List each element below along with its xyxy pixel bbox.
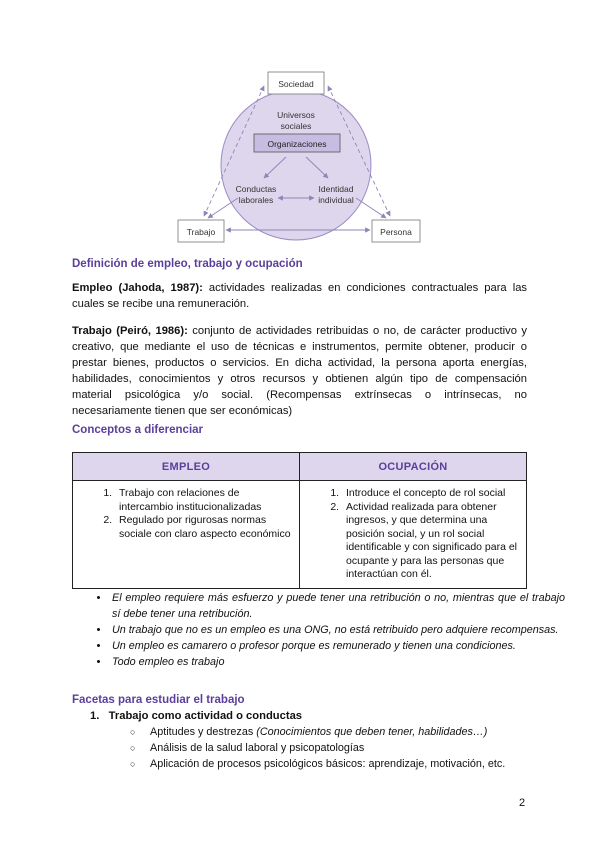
page-number: 2 xyxy=(519,797,526,809)
work-model-diagram xyxy=(160,60,450,250)
trabajo-term: Trabajo (Peiró, 1986): xyxy=(72,325,188,337)
facet-sub-list xyxy=(130,724,505,772)
note-item: • Todo empleo es trabajo xyxy=(110,654,565,670)
facet-item-1 xyxy=(90,710,302,722)
ocupacion-cell xyxy=(300,481,527,589)
note-item: • Un empleo es camarero o profesor porque es remunerado y tienen una condiciones. xyxy=(110,638,565,654)
arrow-identidad-persona xyxy=(356,198,386,218)
section-heading-facetas: Facetas para estudiar el trabajo xyxy=(72,694,245,706)
universos-label-2: sociales xyxy=(280,121,312,131)
trabajo-definition xyxy=(72,323,527,419)
list-item: 2. Actividad realizada para obtener ingresos, y que determina una posición social, y un rol social identificable y con significado para el ocupante y para las personas que interactúan con él. xyxy=(342,501,520,582)
identidad-label-1: Identidad xyxy=(318,184,354,194)
note-item: • El empleo requiere más esfuerzo y puede tener una retribución o no, mientras que el trabajo sí debe tener una retribución. xyxy=(110,590,565,622)
section-heading-conceptos: Conceptos a diferenciar xyxy=(72,424,204,436)
empleo-cell xyxy=(73,481,300,589)
notes-list xyxy=(72,590,565,670)
section-heading-definicion: Definición de empleo, trabajo y ocupación xyxy=(72,258,303,270)
empleo-definition xyxy=(72,280,527,312)
comparison-table xyxy=(72,452,527,589)
persona-label: Persona xyxy=(380,227,412,237)
column-header-ocupacion: OCUPACIÓN xyxy=(300,453,527,481)
facet-number: 1. xyxy=(90,710,100,722)
conductas-label-1: Conductas xyxy=(235,184,277,194)
list-item: 1. Introduce el concepto de rol social xyxy=(342,487,520,501)
column-header-empleo: EMPLEO xyxy=(73,453,300,481)
universos-label-1: Universos xyxy=(277,110,315,120)
sub-list-item xyxy=(144,724,505,740)
empleo-term: Empleo (Jahoda, 1987): xyxy=(72,282,203,294)
sub-list-item: ○ Aplicación de procesos psicológicos básicos: aprendizaje, motivación, etc. xyxy=(144,756,505,772)
arrow-conductas-trabajo xyxy=(208,198,238,218)
list-item: 2. Regulado por rigurosas normas sociale con claro aspecto económico xyxy=(115,514,293,541)
sociedad-label: Sociedad xyxy=(278,79,314,89)
trabajo-label: Trabajo xyxy=(186,227,216,237)
sub-item-text: Aptitudes y destrezas xyxy=(150,726,257,738)
empleo-text: actividades realizadas en condiciones contractuales para las cuales se recibe una remuneración. xyxy=(72,282,528,310)
conductas-label-2: laborales xyxy=(238,195,274,205)
sub-list-item: ○ Análisis de la salud laboral y psicopatologías xyxy=(144,740,505,756)
list-item: 1. Trabajo con relaciones de intercambio institucionalizadas xyxy=(115,487,293,514)
sub-item-note: (Conocimientos que deben tener, habilidades…) xyxy=(256,726,488,738)
trabajo-text: conjunto de actividades retribuidas o no, de carácter productivo y creativo, que mediante el uso de técnicas e instrumentos, permite obtener, producir o prestar bienes, productos o servicios. En dicha actividad, la persona aporta energías, habilidades, conocimientos y otros recursos y obtienen algún tipo de compensación material psicológica y/o social. (Recompensas extrínsecas o intrínsecas, no necesariamente tienen que ser económicas) xyxy=(72,325,527,417)
identidad-label-2: individual xyxy=(318,195,354,205)
facet-title-text: Trabajo como actividad o conductas xyxy=(108,710,303,722)
organizaciones-label: Organizaciones xyxy=(267,139,327,149)
note-item: • Un trabajo que no es un empleo es una ONG, no está retribuido pero adquiere recompensas. xyxy=(110,622,565,638)
